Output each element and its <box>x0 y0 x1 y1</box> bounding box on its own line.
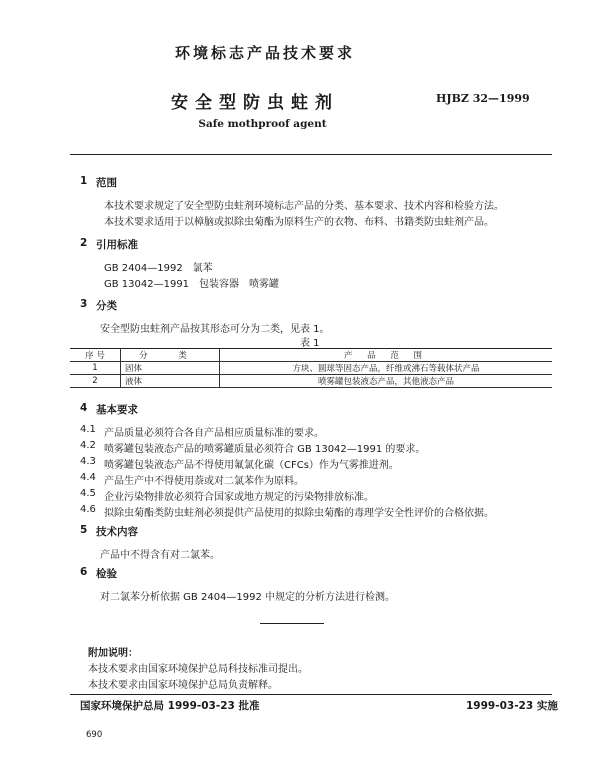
table-cell-number: 2 <box>70 375 121 388</box>
table-header-scope: 产 品 范 围 <box>220 349 553 362</box>
section-4-number: 4 <box>80 402 88 414</box>
table-header-number: 序 号 <box>70 349 121 362</box>
section-2-title: 引用标准 <box>96 239 138 251</box>
section-3-number: 3 <box>80 298 88 310</box>
section-5-number: 5 <box>80 524 88 536</box>
reference-1: GB 2404—1992 氯苯 <box>104 263 213 274</box>
table-cell-number: 1 <box>70 362 121 375</box>
section-2-number: 2 <box>80 237 88 249</box>
requirement-number: 4.3 <box>80 456 96 467</box>
footer-rule <box>70 694 552 695</box>
table-header-row <box>70 349 552 362</box>
section-1-para-2: 本技术要求适用于以樟脑或拟除虫菊酯为原料生产的衣物、布料、书籍类防虫蛀剂产品。 <box>104 217 494 228</box>
notes-title: 附加说明： <box>88 648 138 659</box>
document-title: 安全型防虫蛀剂 <box>171 93 339 113</box>
requirement-number: 4.5 <box>80 488 96 499</box>
section-4-title: 基本要求 <box>96 404 138 416</box>
section-6-title: 检验 <box>96 568 117 580</box>
implementation-date: 1999-03-23 实施 <box>466 700 558 712</box>
classification-table <box>70 348 552 388</box>
section-5-para-1: 产品中不得含有对二氯苯。 <box>100 550 220 561</box>
table-row <box>70 362 552 375</box>
notes-line-1: 本技术要求由国家环境保护总局科技标准司提出。 <box>88 664 308 675</box>
requirement-number: 4.1 <box>80 424 96 435</box>
requirement-text: 喷雾罐包装液态产品不得使用氟氯化碳（CFCs）作为气雾推进剂。 <box>104 460 399 471</box>
standard-category: 环境标志产品技术要求 <box>174 44 355 62</box>
requirement-number: 4.2 <box>80 440 96 451</box>
end-rule <box>260 623 324 624</box>
table-header-class: 分 类 <box>121 349 220 362</box>
header-rule <box>70 154 552 155</box>
requirement-text: 企业污染物排放必须符合国家或地方规定的污染物排放标准。 <box>104 492 374 503</box>
requirement-text: 产品生产中不得使用萘或对二氯苯作为原料。 <box>104 476 304 487</box>
table-cell-class: 液体 <box>121 375 220 388</box>
requirement-number: 4.6 <box>80 504 96 515</box>
table-row <box>70 375 552 388</box>
table-cell-class: 固体 <box>121 362 220 375</box>
section-5-title: 技术内容 <box>96 526 138 538</box>
table-caption: 表 1 <box>300 338 320 349</box>
approval-line: 国家环境保护总局 1999-03-23 批准 <box>80 700 260 712</box>
section-1-number: 1 <box>80 175 88 187</box>
requirement-text: 喷雾罐包装液态产品的喷雾罐质量必须符合 GB 13042—1991 的要求。 <box>104 444 426 455</box>
notes-line-2: 本技术要求由国家环境保护总局负责解释。 <box>88 680 278 691</box>
requirement-text: 产品质量必须符合各自产品相应质量标准的要求。 <box>104 428 324 439</box>
page-number: 690 <box>86 730 103 740</box>
requirement-text: 拟除虫菊酯类防虫蛀剂必须提供产品使用的拟除虫菊酯的毒理学安全性评价的合格依据。 <box>104 508 494 519</box>
english-title: Safe mothproof agent <box>198 118 327 130</box>
reference-2: GB 13042—1991 包装容器 喷雾罐 <box>104 279 280 290</box>
standard-code: HJBZ 32—1999 <box>436 92 530 105</box>
section-1-title: 范围 <box>96 177 117 189</box>
section-6-number: 6 <box>80 566 88 578</box>
table-cell-scope: 方块、圆球等固态产品，纤维或沸石等载体状产品 <box>220 362 553 375</box>
table-cell-scope: 喷雾罐包装液态产品，其他液态产品 <box>220 375 553 388</box>
section-1-para-1: 本技术要求规定了安全型防虫蛀剂环境标志产品的分类、基本要求、技术内容和检验方法。 <box>104 201 504 212</box>
section-3-title: 分类 <box>96 300 117 312</box>
section-6-para-1: 对二氯苯分析依据 GB 2404—1992 中规定的分析方法进行检测。 <box>100 592 396 603</box>
section-3-para-1: 安全型防虫蛀剂产品按其形态可分为二类，见表 1。 <box>100 324 330 335</box>
requirement-number: 4.4 <box>80 472 96 483</box>
